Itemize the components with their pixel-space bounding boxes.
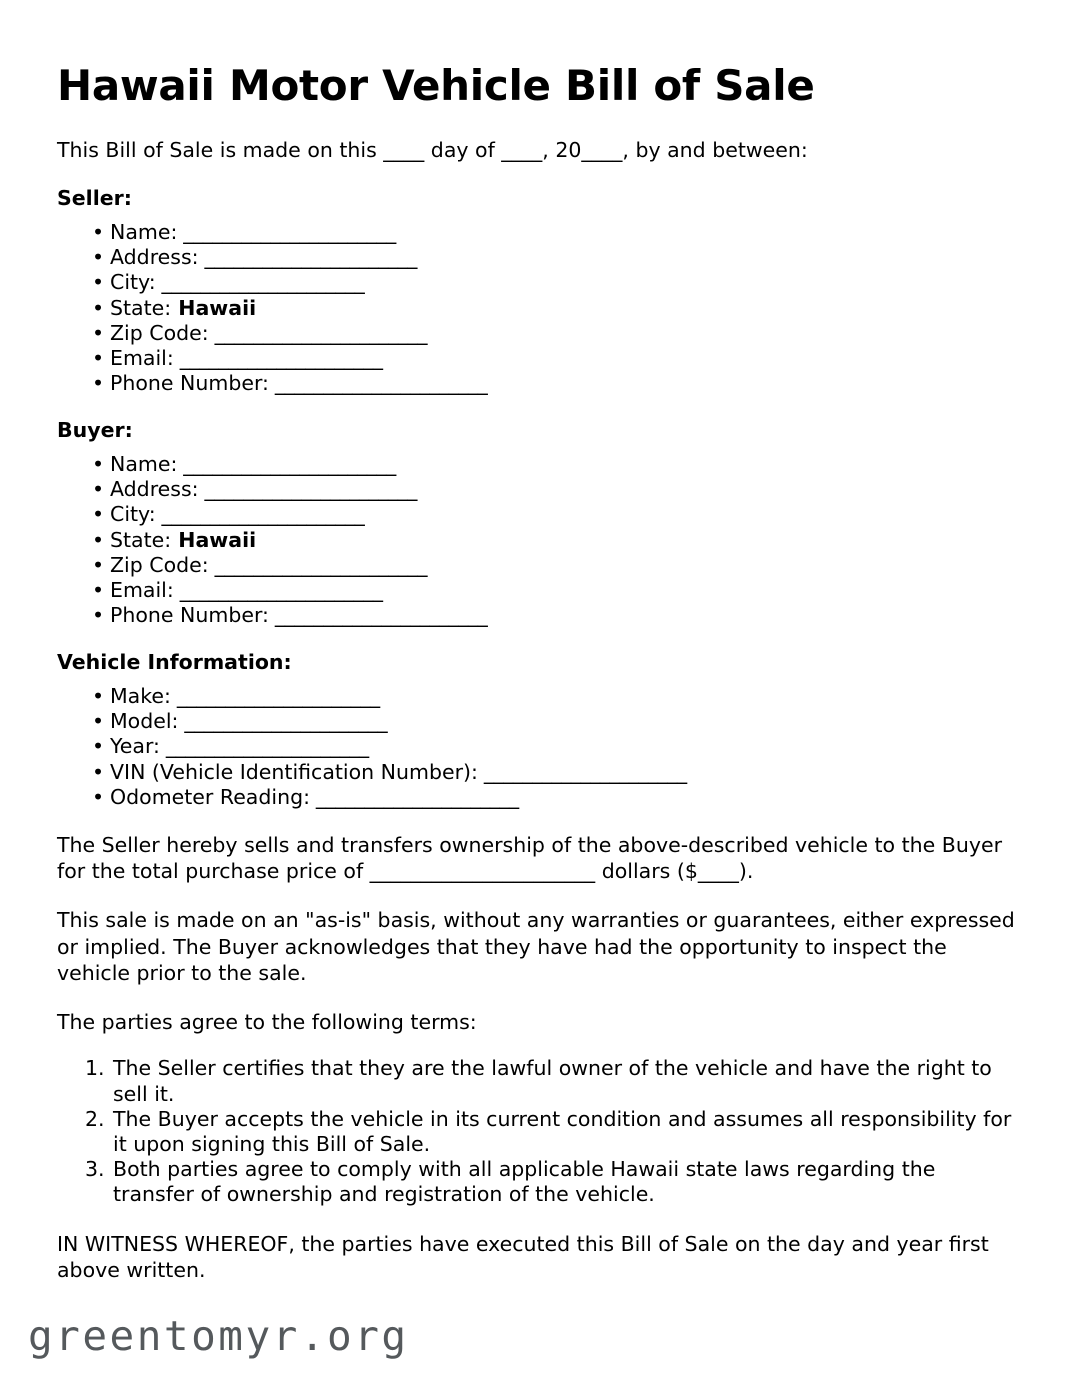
vehicle-field-label: Make:	[110, 683, 171, 708]
buyer-field-blank[interactable]: ______________________	[198, 477, 417, 502]
seller-field-row	[57, 296, 1015, 321]
seller-field-row	[57, 371, 1015, 396]
buyer-field-label: Name:	[110, 451, 178, 476]
buyer-field-row	[57, 603, 1015, 628]
terms-list	[57, 1056, 1015, 1207]
as-is-clause: This sale is made on an "as-is" basis, without any warranties or guarantees, either expressed or implied. The Buyer acknowledges that they have had the opportunity to inspect the vehicle prior to the sale.	[57, 908, 1015, 985]
term-item: The Seller certifies that they are the lawful owner of the vehicle and have the right to sell it.	[113, 1056, 992, 1106]
vehicle-field-row	[57, 785, 1015, 810]
seller-field-list	[57, 220, 1015, 396]
buyer-field-blank[interactable]: ______________________	[268, 603, 488, 628]
seller-field-blank[interactable]: _____________________	[155, 270, 365, 295]
vehicle-field-blank[interactable]: _____________________	[477, 759, 687, 784]
buyer-field-label: City:	[110, 502, 156, 527]
seller-field-label: Zip Code:	[110, 320, 209, 345]
seller-field-label: Address:	[110, 245, 199, 270]
buyer-field-blank[interactable]: ______________________	[208, 552, 427, 577]
buyer-field-label: Email:	[110, 577, 174, 602]
buyer-section-heading: Buyer:	[57, 418, 133, 443]
buyer-field-label: Phone Number:	[110, 603, 269, 628]
vehicle-field-list	[57, 684, 1015, 810]
buyer-field-label: State:	[110, 527, 172, 552]
seller-field-value: Hawaii	[171, 295, 257, 320]
buyer-field-value: Hawaii	[171, 527, 257, 552]
transfer-clause: The Seller hereby sells and transfers ownership of the above-described vehicle to the Buyer for the total purchase price of ______________________ dollars ($____).	[57, 833, 1002, 884]
buyer-field-label: Address:	[110, 477, 199, 502]
buyer-field-row	[57, 553, 1015, 578]
vehicle-section-heading: Vehicle Information:	[57, 650, 292, 675]
buyer-field-label: Zip Code:	[110, 552, 209, 577]
vehicle-field-blank[interactable]: _____________________	[310, 784, 519, 809]
seller-field-label: Name:	[110, 219, 178, 244]
page-title: Hawaii Motor Vehicle Bill of Sale	[57, 61, 815, 110]
buyer-field-row	[57, 578, 1015, 603]
buyer-field-row	[57, 452, 1015, 477]
vehicle-field-blank[interactable]: _____________________	[170, 683, 380, 708]
witness-clause: IN WITNESS WHEREOF, the parties have executed this Bill of Sale on the day and year first above written.	[57, 1231, 989, 1282]
vehicle-field-row	[57, 709, 1015, 734]
buyer-field-blank[interactable]: ______________________	[177, 451, 396, 476]
vehicle-field-row	[57, 760, 1015, 785]
seller-field-row	[57, 220, 1015, 245]
intro-paragraph: This Bill of Sale is made on this ____ day of ____, 20____, by and between:	[57, 138, 808, 163]
seller-field-blank[interactable]: ______________________	[198, 245, 417, 270]
buyer-field-row	[57, 502, 1015, 527]
seller-field-label: City:	[110, 270, 156, 295]
vehicle-field-row	[57, 734, 1015, 759]
buyer-field-row	[57, 528, 1015, 553]
seller-field-label: State:	[110, 295, 172, 320]
vehicle-field-label: Year:	[110, 734, 160, 759]
seller-field-blank[interactable]: ______________________	[177, 219, 396, 244]
seller-field-blank[interactable]: ______________________	[268, 371, 488, 396]
seller-field-blank[interactable]: ______________________	[208, 320, 427, 345]
seller-field-row	[57, 346, 1015, 371]
vehicle-field-label: VIN (Vehicle Identification Number):	[110, 759, 478, 784]
term-item: Both parties agree to comply with all applicable Hawaii state laws regarding the transfer of ownership and registration of the vehicle.	[113, 1157, 936, 1207]
seller-field-label: Email:	[110, 345, 174, 370]
vehicle-field-blank[interactable]: _____________________	[159, 734, 369, 759]
seller-field-row	[57, 321, 1015, 346]
seller-field-label: Phone Number:	[110, 371, 269, 396]
vehicle-field-label: Model:	[110, 709, 179, 734]
seller-field-row	[57, 270, 1015, 295]
buyer-field-list	[57, 452, 1015, 628]
document-content	[57, 62, 1015, 1306]
seller-section-heading: Seller:	[57, 186, 132, 211]
vehicle-field-row	[57, 684, 1015, 709]
terms-intro: The parties agree to the following terms:	[57, 1010, 477, 1035]
site-watermark: greentomyr.org	[28, 1312, 409, 1360]
buyer-field-row	[57, 477, 1015, 502]
seller-field-blank[interactable]: _____________________	[173, 345, 383, 370]
term-item: The Buyer accepts the vehicle in its current condition and assumes all responsibility for it upon signing this Bill of Sale.	[113, 1106, 1012, 1157]
buyer-field-blank[interactable]: _____________________	[173, 577, 383, 602]
buyer-field-blank[interactable]: _____________________	[155, 502, 365, 527]
vehicle-field-label: Odometer Reading:	[110, 784, 310, 809]
seller-field-row	[57, 245, 1015, 270]
vehicle-field-blank[interactable]: _____________________	[178, 709, 388, 734]
